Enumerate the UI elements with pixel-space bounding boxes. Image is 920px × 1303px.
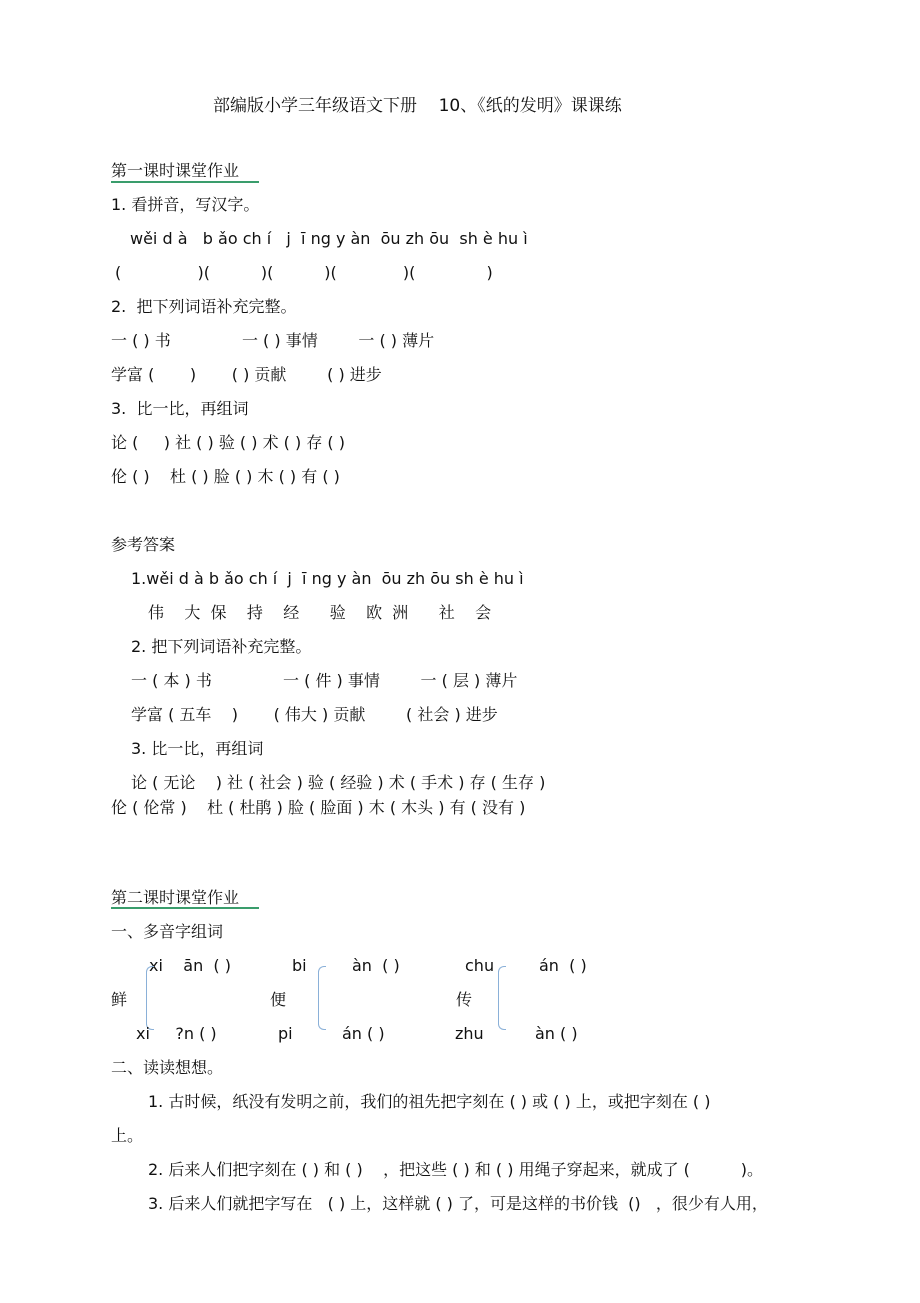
bian-char: 便 [270, 990, 287, 1009]
chuan-top-pinyin-b: án ( ) [539, 956, 587, 975]
q1-title: 1. 看拼音，写汉字。 [111, 195, 260, 214]
answer3-title: 3. 比一比，再组词 [131, 739, 264, 758]
part1-title: 一、多音字组词 [111, 922, 224, 941]
part2-sentence1-cont: 上。 [111, 1126, 144, 1145]
answer3-row2: 伦 ( 伦常 ) 杜 ( 杜鹃 ) 脸 ( 脸面 ) 木 ( 木头 ) 有 ( 没有 ) [111, 798, 526, 817]
answer3-row1: 论 ( 无论 ) 社 ( 社会 ) 验 ( 经验 ) 术 ( 手术 ) 存 ( 生存 ) [131, 773, 546, 792]
answer2-row2: 学富 ( 五车 ) ( 伟大 ) 贡献 ( 社会 ) 进步 [131, 705, 498, 724]
bian-top-pinyin-a: bi [292, 956, 307, 975]
chuan-brace [498, 966, 506, 1030]
q2-row1: 一 ( ) 书 一 ( ) 事情 一 ( ) 薄片 [111, 331, 435, 350]
lesson2-heading: 第二课时课堂作业 [111, 888, 240, 907]
q1-pinyin: wěi d à b ǎo ch í j ī ng y àn ōu zh ōu sh è hu ì [130, 229, 528, 248]
xian-bottom-pinyin: xi ?n ( ) [136, 1024, 217, 1043]
q3-row1: 论 ( ) 社 ( ) 验 ( ) 术 ( ) 存 ( ) [111, 433, 345, 452]
part2-sentence1: 1. 古时候，纸没有发明之前，我们的祖先把字刻在 ( ) 或 ( ) 上，或把字刻在 ( ) [148, 1092, 711, 1111]
part2-sentence3: 3. 后来人们就把字写在 ( ) 上，这样就 ( ) 了，可是这样的书价钱 () ，很少有人用， [148, 1194, 768, 1213]
answer1-pinyin: 1.wěi d à b ǎo ch í j ī ng y àn ōu zh ōu sh è hu ì [131, 569, 524, 588]
q1-answer-boxes: ( )( )( )( )( ) [115, 263, 493, 282]
part2-title: 二、读读想想。 [111, 1058, 224, 1077]
part2-sentence2: 2. 后来人们把字刻在 ( ) 和 ( ) ，把这些 ( ) 和 ( ) 用绳子穿起来，就成了 ( )。 [148, 1160, 764, 1179]
chuan-bottom-pinyin-b: àn ( ) [535, 1024, 578, 1043]
xian-brace [146, 966, 154, 1030]
q2-row2: 学富 ( ) ( ) 贡献 ( ) 进步 [111, 365, 382, 384]
answers-heading: 参考答案 [111, 535, 176, 554]
bian-top-pinyin-b: àn ( ) [352, 956, 400, 975]
chuan-char: 传 [456, 990, 473, 1009]
page-title: 部编版小学三年级语文下册 10、《纸的发明》课课练 [213, 96, 622, 116]
answer2-title: 2. 把下列词语补充完整。 [131, 637, 312, 656]
q2-title: 2. 把下列词语补充完整。 [111, 297, 297, 316]
q3-row2: 伦 ( ) 杜 ( ) 脸 ( ) 木 ( ) 有 ( ) [111, 467, 340, 486]
bian-bottom-pinyin-b: án ( ) [342, 1024, 385, 1043]
xian-char: 鲜 [111, 990, 128, 1009]
lesson2-heading-underline [111, 907, 259, 909]
lesson1-heading-underline [111, 181, 259, 183]
bian-brace [318, 966, 326, 1030]
xian-top-pinyin: xi ān ( ) [149, 956, 231, 975]
chuan-bottom-pinyin-a: zhu [455, 1024, 484, 1043]
q3-title: 3. 比一比，再组词 [111, 399, 249, 418]
answer1-chars: 伟 大 保 持 经 验 欧 洲 社 会 [148, 603, 492, 622]
lesson1-heading: 第一课时课堂作业 [111, 161, 240, 180]
chuan-top-pinyin-a: chu [465, 956, 495, 975]
answer2-row1: 一 ( 本 ) 书 一 ( 件 ) 事情 一 ( 层 ) 薄片 [131, 671, 518, 690]
bian-bottom-pinyin-a: pi [278, 1024, 293, 1043]
